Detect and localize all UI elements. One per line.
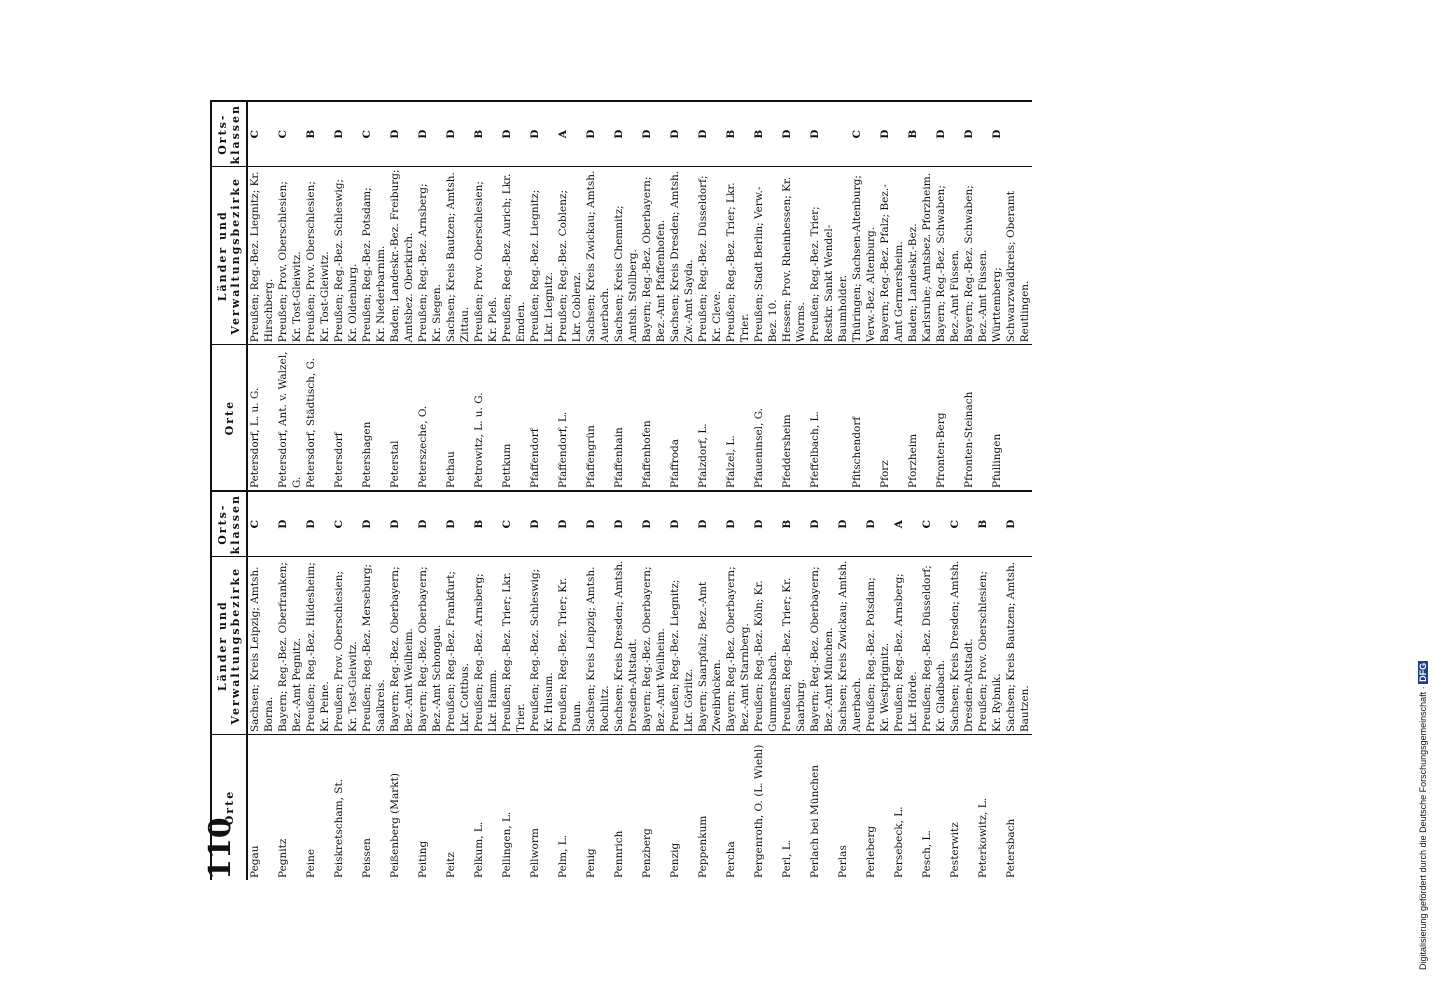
class-letter: D [416,101,444,167]
class-letter: A [892,491,920,557]
class-letter: D [360,491,388,557]
class-letter: D [724,491,752,557]
table-row [724,491,752,880]
table-row [500,491,528,880]
place-name: Perl, L. [781,839,793,878]
district-text: Preußen; Reg.-Bez. Frankfurt; Lkr. Cottbus. [444,557,472,735]
district-text: Baden; Landeskr.-Bez. Karlsruhe; Amtsbez. Pforzheim. [906,167,934,345]
district-text: Thüringen; Sachsen-Altenburg; Verw.-Bez. Altenburg. [850,167,878,345]
orte-header-2: Orte [211,345,247,490]
class-letter: C [247,491,276,557]
table-row [500,101,528,490]
district-text: Sachsen; Kreis Dresden; Amtsh. Dresden-Altstadt. [948,557,976,735]
district-text: Preußen; Reg.-Bez. Trier; Lkr. Trier. [724,167,752,345]
place-name: Peine [305,848,317,878]
table-row [640,101,668,490]
class-letter: B [304,101,332,167]
place-name: Pethau [445,451,457,488]
class-letter: D [864,491,892,557]
district-text: Preußen; Prov. Oberschlesien; Kr. Rybnik. [976,557,1004,735]
table-row [416,491,444,880]
class-letter: D [556,491,584,557]
table-row [878,101,906,490]
district-text: Preußen; Reg.-Bez. Arnsberg; Lkr. Hamm. [472,557,500,735]
district-text: Sachsen; Kreis Zwickau; Amtsh. Auerbach. [584,167,612,345]
table-row [864,491,892,880]
table-row [360,101,388,490]
class-letter: C [276,101,304,167]
table-row [332,491,360,880]
table-row [247,101,276,490]
place-name: Pfeddersheim [781,414,793,488]
place-name: Pfeffelbach, L. [809,411,821,488]
place-name: Pforz [879,460,891,488]
place-name: Petersdorf, L. u. G. [249,387,261,488]
class-letter: D [696,101,724,167]
klassen-header-2: Orts-klassen [211,101,247,167]
district-text: Preußen; Prov. Oberschlesien; Kr. Tost-Gleiwitz. [304,167,332,345]
place-name: Peissen [361,838,373,878]
district-text: Preußen; Reg.-Bez. Potsdam; Kr. Niederbarnim. [360,167,388,345]
place-name: Pesterwitz [949,822,961,878]
class-letter: D [878,101,906,167]
left-column-table [210,490,1032,880]
class-letter: C [332,491,360,557]
class-letter: D [612,491,640,557]
class-letter: D [584,491,612,557]
class-letter: D [388,491,416,557]
table-row [780,491,808,880]
district-text: Hessen; Prov. Rheinhessen; Kr. Worms. [780,167,808,345]
place-name: Petershagen [361,421,373,488]
place-name: Pegau [249,845,261,878]
table-row [920,491,948,880]
place-name: Pfronten-Steinach [963,391,975,488]
table-row [780,101,808,490]
place-name: Pfaffenhofen [641,420,653,488]
district-text: Bayern; Reg.-Bez. Oberbayern; Bez.-Amt Pfaffenhofen. [640,167,668,345]
place-name: Pfaueninsel, G. [753,407,765,488]
district-text: Bayern; Reg.-Bez. Oberbayern; Bez.-Amt Weilheim. [388,557,416,735]
table-row [962,101,990,490]
class-letter: D [444,101,472,167]
table-row [444,491,472,880]
class-letter: D [990,101,1032,167]
table-row [388,491,416,880]
class-letter: D [808,101,850,167]
table-row [906,101,934,490]
table-row [976,491,1004,880]
place-name: Peterstal [389,440,401,488]
district-text: Sachsen; Kreis Dresden; Amtsh. Dresden-Altstadt. [612,557,640,735]
class-letter: D [444,491,472,557]
class-letter: D [612,101,640,167]
orte-header: Orte [211,735,247,880]
district-text: Bayern; Saarpfalz; Bez.-Amt Zweibrücken. [696,557,724,735]
district-text: Bayern; Reg.-Bez. Oberbayern; Bez.-Amt München. [808,557,836,735]
class-letter: D [304,491,332,557]
place-name: Perlas [837,845,849,878]
district-text: Preußen; Reg.-Bez. Coblenz; Lkr. Coblenz. [556,167,584,345]
table-row [990,101,1032,490]
class-letter: D [808,491,836,557]
laender-header-2: Länder und Verwaltungsbezirke [211,167,247,345]
class-letter: D [934,101,962,167]
place-name: Pfronten-Berg [935,412,947,488]
place-name: Persebeck, L. [893,806,905,878]
table-row [640,491,668,880]
class-letter: D [780,101,808,167]
district-text: Preußen; Reg.-Bez. Düsseldorf; Kr. Gladbach. [920,557,948,735]
place-name: Pfaffengrün [585,425,597,488]
register-table [210,100,1190,880]
table-row [472,101,500,490]
dfg-credit [1418,661,1428,970]
district-text: Preußen; Reg.-Bez. Köln; Kr. Gummersbach. [752,557,780,735]
place-name: Pellworm [529,828,541,878]
district-text: Bayern; Reg.-Bez. Oberbayern; Bez.-Amt Weilheim. [640,557,668,735]
table-row [304,101,332,490]
place-name: Pergenroth, O. (L. Wiehl) [753,744,765,878]
class-letter: C [247,101,276,167]
class-letter: B [472,491,500,557]
table-row [360,491,388,880]
class-letter: D [752,491,780,557]
place-name: Pforzheim [907,433,919,488]
district-text: Preußen; Reg.-Bez. Düsseldorf; Kr. Cleve. [696,167,724,345]
table-row [668,491,696,880]
place-name: Pellingen, L. [501,811,513,878]
place-name: Pfalzel, L. [725,435,737,488]
district-text: Preußen; Stadt Berlin; Verw.-Bez. 10. [752,167,780,345]
table-row [612,101,640,490]
class-letter: D [584,101,612,167]
district-text: Preußen; Reg.-Bez. Schleswig; Kr. Husum. [528,557,556,735]
table-row [696,101,724,490]
table-row [696,491,724,880]
class-letter: A [556,101,584,167]
right-column-table [210,100,1032,490]
place-name: Pfullingen [991,433,1003,488]
district-text: Preußen; Reg.-Bez. Arnsberg; Lkr. Hörde. [892,557,920,735]
table-row [528,101,556,490]
table-row [304,491,332,880]
class-letter: D [528,101,556,167]
place-name: Perlach bei München [809,765,821,878]
place-name: Petersdorf [333,432,345,488]
dfg-credit-text: Digitalisierung gefördert durch die Deutsche Forschungsgemeinschaft · [1418,686,1428,970]
district-text: Preußen; Reg.-Bez. Liegnitz; Lkr. Görlitz. [668,557,696,735]
class-letter: C [920,491,948,557]
table-row [752,101,780,490]
class-letter: B [780,491,808,557]
district-text: Sachsen; Kreis Bautzen; Amtsh. Bautzen. [1004,557,1032,735]
place-name: Pfitschendorf [851,416,863,488]
place-name: Percha [725,841,737,878]
table-row [808,491,836,880]
table-row [724,101,752,490]
district-text: Preußen; Reg.-Bez. Trier; Kr. Daun. [556,557,584,735]
class-letter: D [1004,491,1032,557]
table-row [612,491,640,880]
class-letter: C [850,101,878,167]
place-name: Pettkum [501,443,513,488]
class-letter: B [906,101,934,167]
table-row [472,491,500,880]
place-name: Pesch, L. [921,830,933,878]
district-text: Sachsen; Kreis Leipzig; Amtsh. Borna. [247,557,276,735]
place-name: Perleberg [865,825,877,878]
place-name: Pegnitz [277,838,289,878]
place-name: Peppenkum [697,815,709,878]
place-name: Pfaffenhain [613,427,625,488]
district-text: Preußen; Reg.-Bez. Trier; Restkr. Sankt Wendel-Baumholder. [808,167,850,345]
class-letter: D [640,491,668,557]
district-text: Preußen; Prov. Oberschlesien; Kr. Tost-Gleiwitz. [276,167,304,345]
district-text: Sachsen; Kreis Dresden; Amtsh. Zw.-Amt Sayda. [668,167,696,345]
place-name: Pfaffendorf [529,428,541,488]
class-letter: C [948,491,976,557]
class-letter: D [388,101,416,167]
class-letter: B [752,101,780,167]
class-letter: D [276,491,304,557]
district-text: Preußen; Reg.-Bez. Hildesheim; Kr. Peine. [304,557,332,735]
class-letter: D [836,491,864,557]
district-text: Preußen; Reg.-Bez. Arnsberg; Kr. Siegen. [416,167,444,345]
place-name: Peißenberg (Markt) [389,773,401,878]
table-row [934,101,962,490]
district-text: Preußen; Reg.-Bez. Merseburg; Saalkreis. [360,557,388,735]
table-row [556,491,584,880]
class-letter: B [724,101,752,167]
district-text: Preußen; Prov. Oberschlesien; Kr. Pleß. [472,167,500,345]
district-text: Preußen; Reg.-Bez. Trier; Lkr. Trier. [500,557,528,735]
place-name: Pfaffroda [669,439,681,488]
district-text: Bayern; Reg.-Bez. Pfalz; Bez.-Amt Germersheim. [878,167,906,345]
table-row [584,491,612,880]
district-text: Preußen; Reg.-Bez. Liegnitz; Kr. Hirschberg. [247,167,276,345]
place-name: Pelm, L. [557,834,569,878]
table-row [528,491,556,880]
district-text: Bayern; Reg.-Bez. Schwaben; Bez.-Amt Füssen. [934,167,962,345]
table-row [332,101,360,490]
district-text: Bayern; Reg.-Bez. Schwaben; Bez.-Amt Füssen. [962,167,990,345]
district-text: Württemberg; Schwarzwaldkreis; Oberamt Reutlingen. [990,167,1032,345]
place-name: Pennrich [613,830,625,878]
table-row [556,101,584,490]
place-name: Pfaffendorf, L. [557,411,569,488]
district-text: Bayern; Reg.-Bez. Oberbayern; Bez.-Amt Starnberg. [724,557,752,735]
place-name: Peiskretscham, St. [333,778,345,878]
table-row [836,491,864,880]
district-text: Sachsen; Kreis Bautzen; Amtsh. Zittau. [444,167,472,345]
district-text: Sachsen; Kreis Zwickau; Amtsh. Auerbach. [836,557,864,735]
place-name: Peitz [445,852,457,878]
district-text: Preußen; Prov. Oberschlesien; Kr. Tost-Gleiwitz. [332,557,360,735]
district-text: Sachsen; Kreis Leipzig; Amtsh. Rochlitz. [584,557,612,735]
place-name: Peterszeche, O. [417,405,429,488]
place-name: Petersdorf, Ant. v. Walzel, G. [277,351,303,488]
table-row [752,491,780,880]
table-row [388,101,416,490]
district-text: Preußen; Reg.-Bez. Potsdam; Kr. Westprignitz. [864,557,892,735]
district-text: Baden; Landeskr.-Bez. Freiburg; Amtsbez. Oberkirch. [388,167,416,345]
class-letter: D [500,101,528,167]
table-row [584,101,612,490]
place-name: Petersbach [1005,818,1017,878]
place-name: Petersdorf, Städtisch, G. [305,358,317,488]
dfg-badge: DFG [1418,662,1428,682]
class-letter: D [416,491,444,557]
class-letter: B [976,491,1004,557]
klassen-header: Orts-klassen [211,491,247,557]
page-number: 110 [203,817,238,880]
table-row [444,101,472,490]
table-row [948,491,976,880]
table-row [276,491,304,880]
table-row [416,101,444,490]
table-row [892,491,920,880]
class-letter: D [696,491,724,557]
table-row [850,101,878,490]
table-row [1004,491,1032,880]
table-row [247,491,276,880]
class-letter: D [528,491,556,557]
class-letter: D [962,101,990,167]
class-letter: C [360,101,388,167]
district-text: Sachsen; Kreis Chemnitz; Amtsh. Stollberg. [612,167,640,345]
district-text: Preußen; Reg.-Bez. Liegnitz; Lkr. Liegnitz. [528,167,556,345]
district-text: Bayern; Reg.-Bez. Oberfranken; Bez.-Amt Pegnitz. [276,557,304,735]
place-name: Penzig [669,842,681,878]
table-row [808,101,850,490]
district-text: Preußen; Reg.-Bez. Trier; Kr. Saarburg. [780,557,808,735]
place-name: Penzberg [641,828,653,878]
place-name: Pelkum, L. [473,821,485,878]
table-row [668,101,696,490]
class-letter: D [668,101,696,167]
district-text: Preußen; Reg.-Bez. Aurich; Lkr. Emden. [500,167,528,345]
class-letter: B [472,101,500,167]
class-letter: D [668,491,696,557]
district-text: Preußen; Reg.-Bez. Schleswig; Kr. Oldenburg. [332,167,360,345]
class-letter: D [640,101,668,167]
district-text: Bayern; Reg.-Bez. Oberbayern; Bez.-Amt Schongau. [416,557,444,735]
place-name: Pfalzdorf, L. [697,423,709,488]
table-row [276,101,304,490]
place-name: Peterkowitz, L. [977,797,989,878]
class-letter: C [500,491,528,557]
place-name: Petrowitz, L. u. G. [473,392,485,488]
place-name: Peiting [417,840,429,878]
place-name: Penig [585,848,597,878]
laender-header: Länder und Verwaltungsbezirke [211,557,247,735]
class-letter: D [332,101,360,167]
